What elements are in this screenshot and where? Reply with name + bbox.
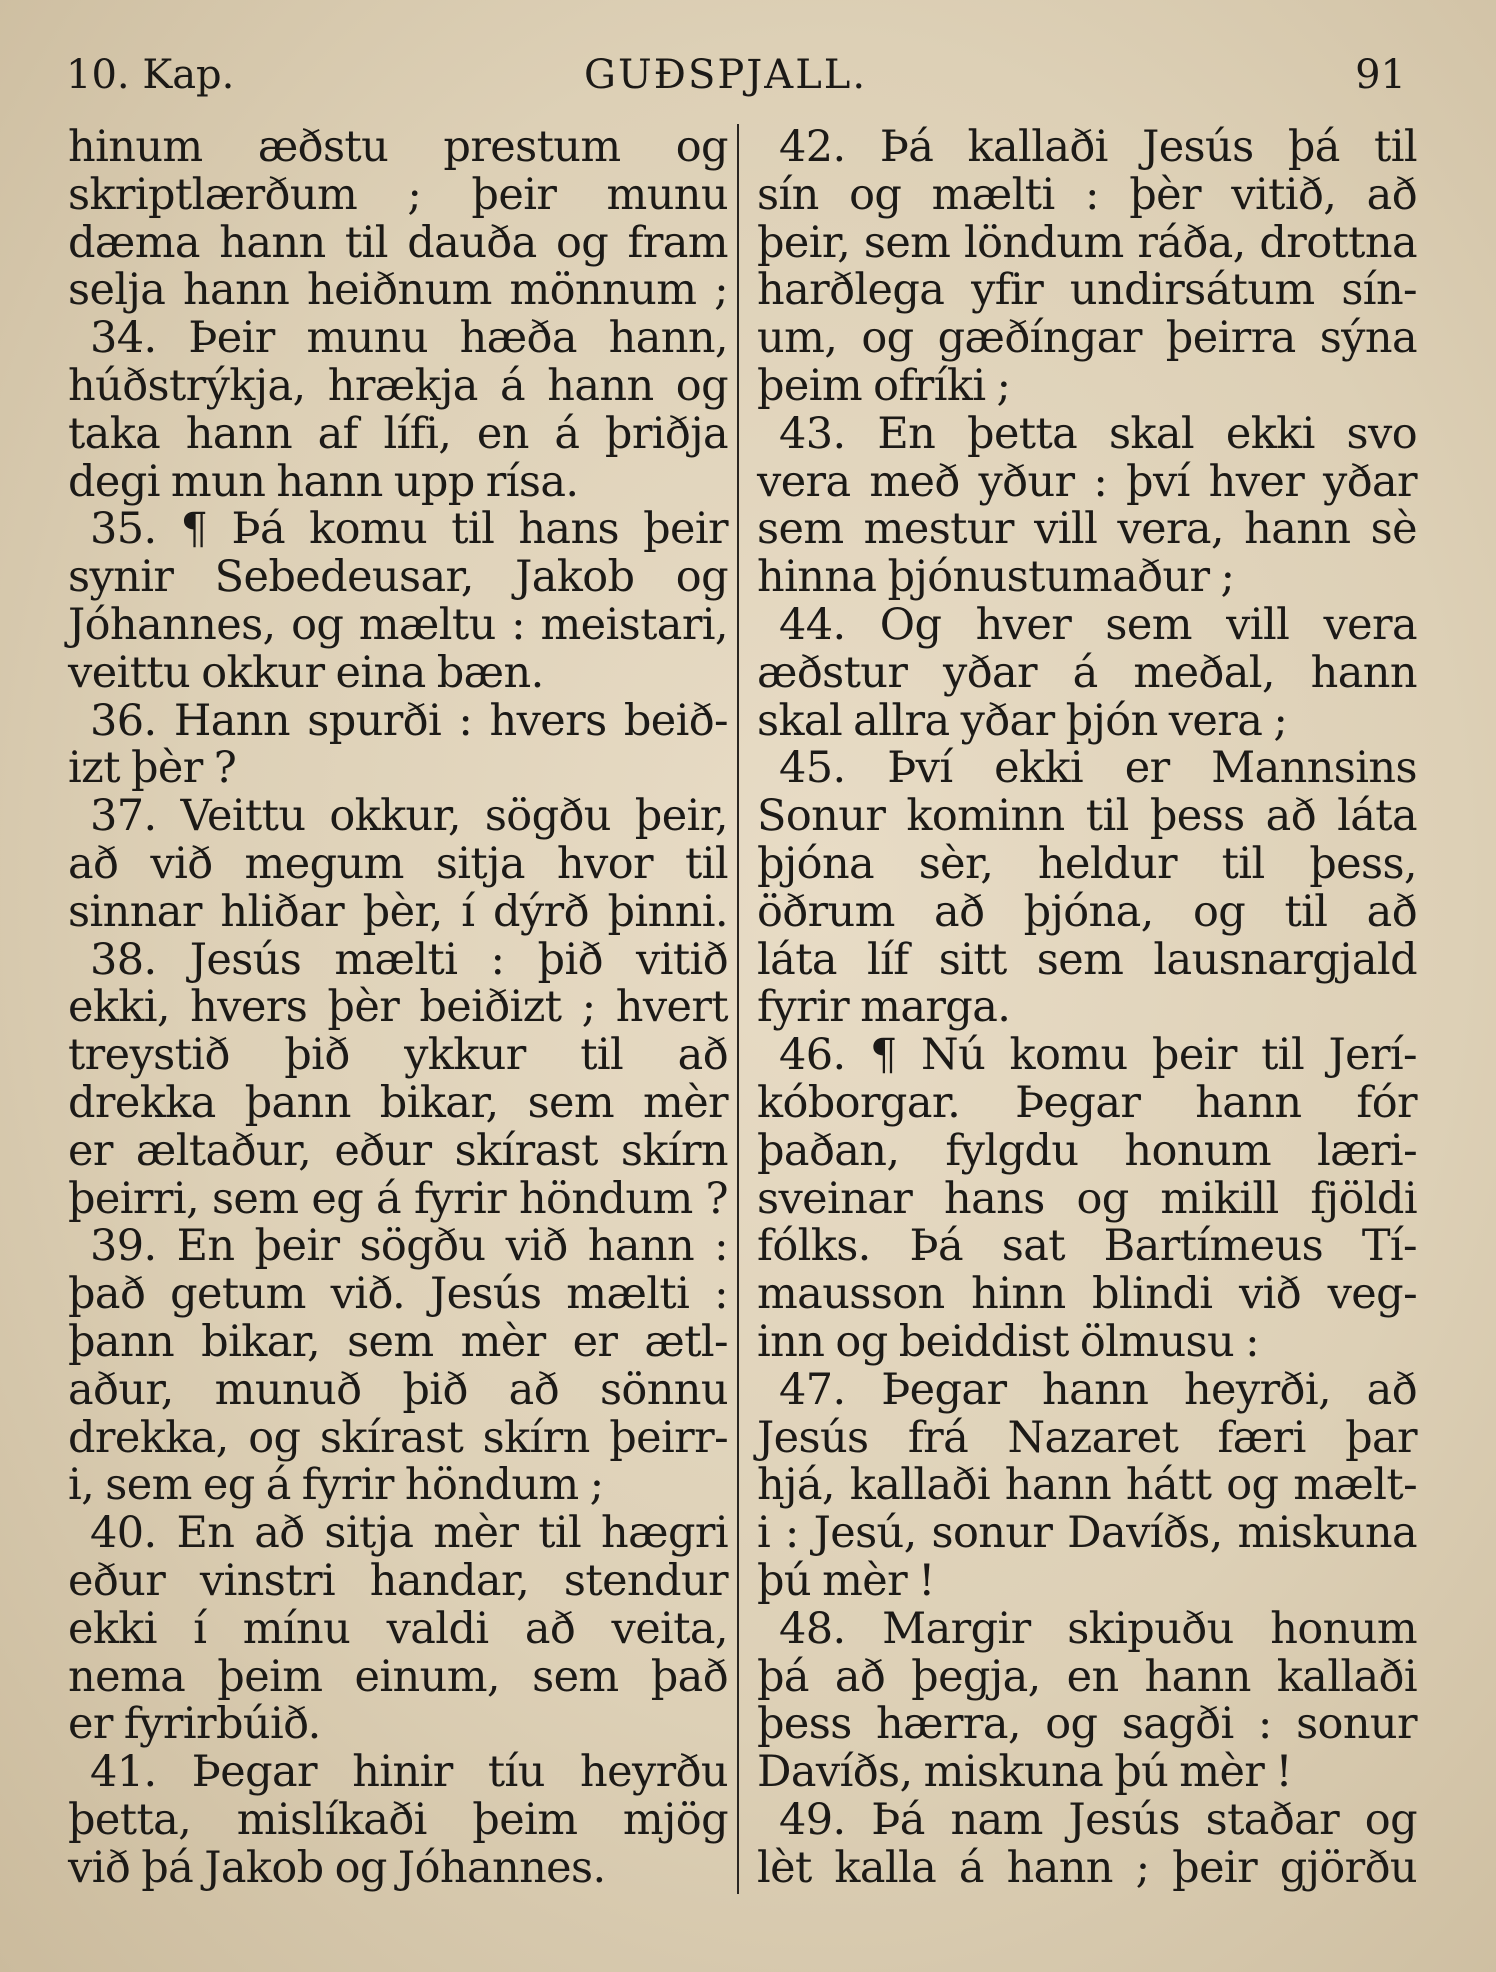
left-column-line: 41. Þegar hinir tíu heyrðu xyxy=(90,1747,728,1798)
right-column-line: kóborgar. Þegar hann fór xyxy=(757,1077,1417,1128)
left-column-line: húðstrýkja, hrækja á hann og xyxy=(68,360,728,411)
left-column-line: ekki í mínu valdi að veita, xyxy=(68,1603,728,1654)
left-column-line: veittu okkur eina bæn. xyxy=(68,647,544,698)
left-column-line: drekka þann bikar, sem mèr xyxy=(68,1077,728,1128)
right-column-line: i : Jesú, sonur Davíðs, miskuna xyxy=(757,1508,1417,1559)
left-column-line: i, sem eg á fyrir höndum ; xyxy=(68,1460,604,1511)
running-head xyxy=(66,52,1406,112)
left-column-line: taka hann af lífi, en á þriðja xyxy=(68,408,728,459)
column-divider xyxy=(737,124,739,1894)
left-column-line: ekki, hvers þèr beiðizt ; hvert xyxy=(68,982,728,1033)
right-column-line: 46. ¶ Nú komu þeir til Jerí- xyxy=(779,1030,1417,1081)
left-column-line: 37. Veittu okkur, sögðu þeir, xyxy=(90,791,728,842)
left-column-line: nema þeim einum, sem það xyxy=(68,1651,728,1702)
right-column-line: mausson hinn blindi við veg- xyxy=(757,1269,1417,1320)
right-column-line: þjóna sèr, heldur til þess, xyxy=(757,838,1417,889)
right-column-line: þess hærra, og sagði : sonur xyxy=(757,1699,1417,1750)
right-column-line: æðstur yðar á meðal, hann xyxy=(757,647,1417,698)
left-column-line: þann bikar, sem mèr er ætl- xyxy=(68,1316,728,1367)
right-column-line: þeir, sem löndum ráða, drottna xyxy=(757,217,1417,268)
left-column-line: treystið þið ykkur til að xyxy=(68,1030,728,1081)
right-column-line: láta líf sitt sem lausnargjald xyxy=(757,934,1417,985)
left-column-line: 40. En að sitja mèr til hægri xyxy=(90,1508,728,1559)
left-column-line: selja hann heiðnum mönnum ; xyxy=(68,265,728,316)
right-column-line: um, og gæðíngar þeirra sýna xyxy=(757,313,1417,364)
right-column-line: Jesús frá Nazaret færi þar xyxy=(757,1412,1417,1463)
right-column-line: 45. Því ekki er Mannsins xyxy=(779,743,1417,794)
left-column-line: 36. Hann spurði : hvers beið- xyxy=(90,695,728,746)
chapter-label: 10. Kap. xyxy=(66,52,235,98)
right-column-line: 49. Þá nam Jesús staðar og xyxy=(779,1794,1417,1845)
right-column-line: fyrir marga. xyxy=(757,982,1011,1033)
right-column-line: þeim ofríki ; xyxy=(757,360,1011,411)
right-column-line: inn og beiddist ölmusu : xyxy=(757,1316,1260,1367)
right-column-line: þaðan, fylgdu honum læri- xyxy=(757,1125,1417,1176)
left-column-line: skriptlærðum ; þeir munu xyxy=(68,169,728,220)
left-column-line: sinnar hliðar þèr, í dýrð þinni. xyxy=(68,886,728,937)
left-column-line: þeirri, sem eg á fyrir höndum ? xyxy=(68,1173,728,1224)
right-column-line: harðlega yfir undirsátum sín- xyxy=(757,265,1417,316)
left-column-line: er æltaður, eður skírast skírn xyxy=(68,1125,728,1176)
right-column-line: sveinar hans og mikill fjöldi xyxy=(757,1173,1417,1224)
left-column-line: dæma hann til dauða og fram xyxy=(68,217,728,268)
left-column-line: það getum við. Jesús mælti : xyxy=(68,1269,728,1320)
right-column-line: skal allra yðar þjón vera ; xyxy=(757,695,1288,746)
left-column-line: að við megum sitja hvor til xyxy=(68,838,728,889)
left-column-line: synir Sebedeusar, Jakob og xyxy=(68,552,728,603)
right-column-line: Sonur kominn til þess að láta xyxy=(757,791,1417,842)
right-column-line: 43. En þetta skal ekki svo xyxy=(779,408,1417,459)
left-column-line: izt þèr ? xyxy=(68,743,237,794)
page-title: GUÐSPJALL. xyxy=(584,52,868,98)
right-column-line: öðrum að þjóna, og til að xyxy=(757,886,1417,937)
right-column-line: sem mestur vill vera, hann sè xyxy=(757,504,1417,555)
left-column-line: degi mun hann upp rísa. xyxy=(68,456,579,507)
right-column-line: Davíðs, miskuna þú mèr ! xyxy=(757,1747,1293,1798)
right-column-line: lèt kalla á hann ; þeir gjörðu xyxy=(757,1842,1417,1893)
left-column-line: er fyrirbúið. xyxy=(68,1699,321,1750)
right-column-line: 47. Þegar hann heyrði, að xyxy=(779,1364,1417,1415)
left-column-line: 34. Þeir munu hæða hann, xyxy=(90,313,728,364)
left-column-line: aður, munuð þið að sönnu xyxy=(68,1364,728,1415)
left-column-line: 38. Jesús mælti : þið vitið xyxy=(90,934,728,985)
page-number: 91 xyxy=(1355,52,1406,98)
right-column-line: fólks. Þá sat Bartímeus Tí- xyxy=(757,1221,1417,1272)
left-column-line: þetta, mislíkaði þeim mjög xyxy=(68,1794,728,1845)
right-column-line: vera með yður : því hver yðar xyxy=(757,456,1417,507)
right-column-line: þú mèr ! xyxy=(757,1555,935,1606)
right-column-line: þá að þegja, en hann kallaði xyxy=(757,1651,1417,1702)
right-column-line: hinna þjónustumaður ; xyxy=(757,552,1235,603)
left-column-line: 35. ¶ Þá komu til hans þeir xyxy=(90,504,728,555)
right-text-column xyxy=(757,124,1417,1892)
left-column-line: við þá Jakob og Jóhannes. xyxy=(68,1842,606,1893)
right-column-line: 44. Og hver sem vill vera xyxy=(779,599,1417,650)
right-column-line: sín og mælti : þèr vitið, að xyxy=(757,169,1417,220)
right-column-line: hjá, kallaði hann hátt og mælt- xyxy=(757,1460,1417,1511)
left-column-line: 39. En þeir sögðu við hann : xyxy=(90,1221,728,1272)
left-column-line: drekka, og skírast skírn þeirr- xyxy=(68,1412,728,1463)
left-column-line: hinum æðstu prestum og xyxy=(68,122,728,172)
left-text-column xyxy=(68,124,728,1892)
right-column-line: 42. Þá kallaði Jesús þá til xyxy=(779,122,1417,172)
right-column-line: 48. Margir skipuðu honum xyxy=(779,1603,1417,1654)
left-column-line: Jóhannes, og mæltu : meistari, xyxy=(68,599,728,650)
left-column-line: eður vinstri handar, stendur xyxy=(68,1555,728,1606)
